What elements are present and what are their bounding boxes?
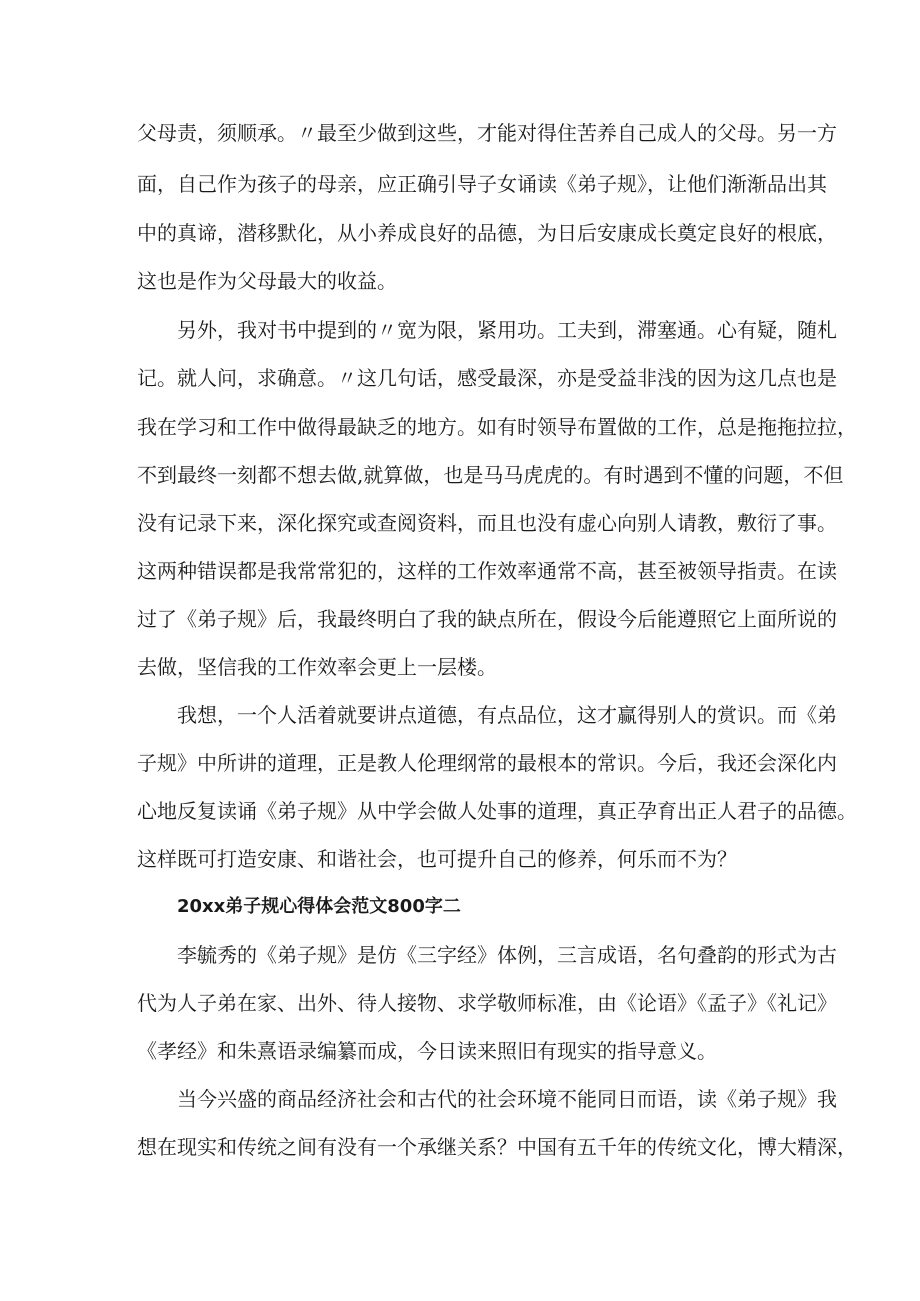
paragraph-1-line-4: 这也是作为父母最大的收益。 <box>137 269 397 293</box>
paragraph-2-line-2: 记。就人问，求确意。〃这几句话，感受最深，亦是受益非浅的因为这几点也是 <box>137 366 837 390</box>
paragraph-3-line-1: 我想，一个人活着就要讲点道德，有点品位，这才赢得别人的赏识。而《弟 <box>177 703 837 727</box>
paragraph-1-line-3: 中的真谛，潜移默化，从小养成良好的品德，为日后安康成长奠定良好的根底， <box>137 221 837 245</box>
paragraph-1-line-1: 父母责，须顺承。〃最至少做到这些，才能对得住苦养自己成人的父母。另一方 <box>137 121 837 145</box>
paragraph-3-line-2: 子规》中所讲的道理，正是教人伦理纲常的最根本的常识。今后，我还会深化内 <box>137 751 837 775</box>
section-heading: 20xx弟子规心得体会范文800字二 <box>177 896 461 917</box>
paragraph-2-line-1: 另外，我对书中提到的〃宽为限，紧用功。工夫到，滞塞通。心有疑，随札 <box>177 318 837 342</box>
paragraph-2-line-7: 过了《弟子规》后，我最终明白了我的缺点所在，假设今后能遵照它上面所说的 <box>137 607 837 631</box>
paragraph-2-line-5: 没有记录下来，深化探究或查阅资料，而且也没有虚心向别人请教，敷衍了事。 <box>137 511 837 535</box>
paragraph-5-line-2: 想在现实和传统之间有没有一个承继关系？中国有五千年的传统文化，博大精深， <box>137 1135 857 1159</box>
paragraph-2-line-4: 不到最终一刻都不想去做,就算做，也是马马虎虎的。有时遇到不懂的问题，不但 <box>137 463 844 487</box>
paragraph-2-line-3: 我在学习和工作中做得最缺乏的地方。如有时领导布置做的工作，总是拖拖拉拉， <box>137 415 857 439</box>
paragraph-1-line-2: 面，自己作为孩子的母亲，应正确引导子女诵读《弟子规》，让他们渐渐品出其 <box>137 172 827 196</box>
paragraph-2-line-8: 去做，坚信我的工作效率会更上一层楼。 <box>137 655 497 679</box>
paragraph-4-line-3: 《孝经》和朱熹语录编纂而成，今日读来照旧有现实的指导意义。 <box>137 1039 717 1063</box>
paragraph-4-line-1: 李毓秀的《弟子规》是仿《三字经》体例，三言成语，名句叠韵的形式为古 <box>177 943 837 967</box>
paragraph-2-line-6: 这两种错误都是我常常犯的，这样的工作效率通常不高，甚至被领导指责。在读 <box>137 559 837 583</box>
paragraph-3-line-4: 这样既可打造安康、和谐社会，也可提升自己的修养，何乐而不为？ <box>137 847 737 871</box>
paragraph-3-line-3: 心地反复读诵《弟子规》从中学会做人处事的道理，真正孕育出正人君子的品德。 <box>137 799 857 823</box>
paragraph-5-line-1: 当今兴盛的商品经济社会和古代的社会环境不能同日而语，读《弟子规》我 <box>177 1087 837 1111</box>
paragraph-4-line-2: 代为人子弟在家、出外、待人接物、求学敬师标准，由《论语》《孟子》《礼记》 <box>137 991 837 1015</box>
